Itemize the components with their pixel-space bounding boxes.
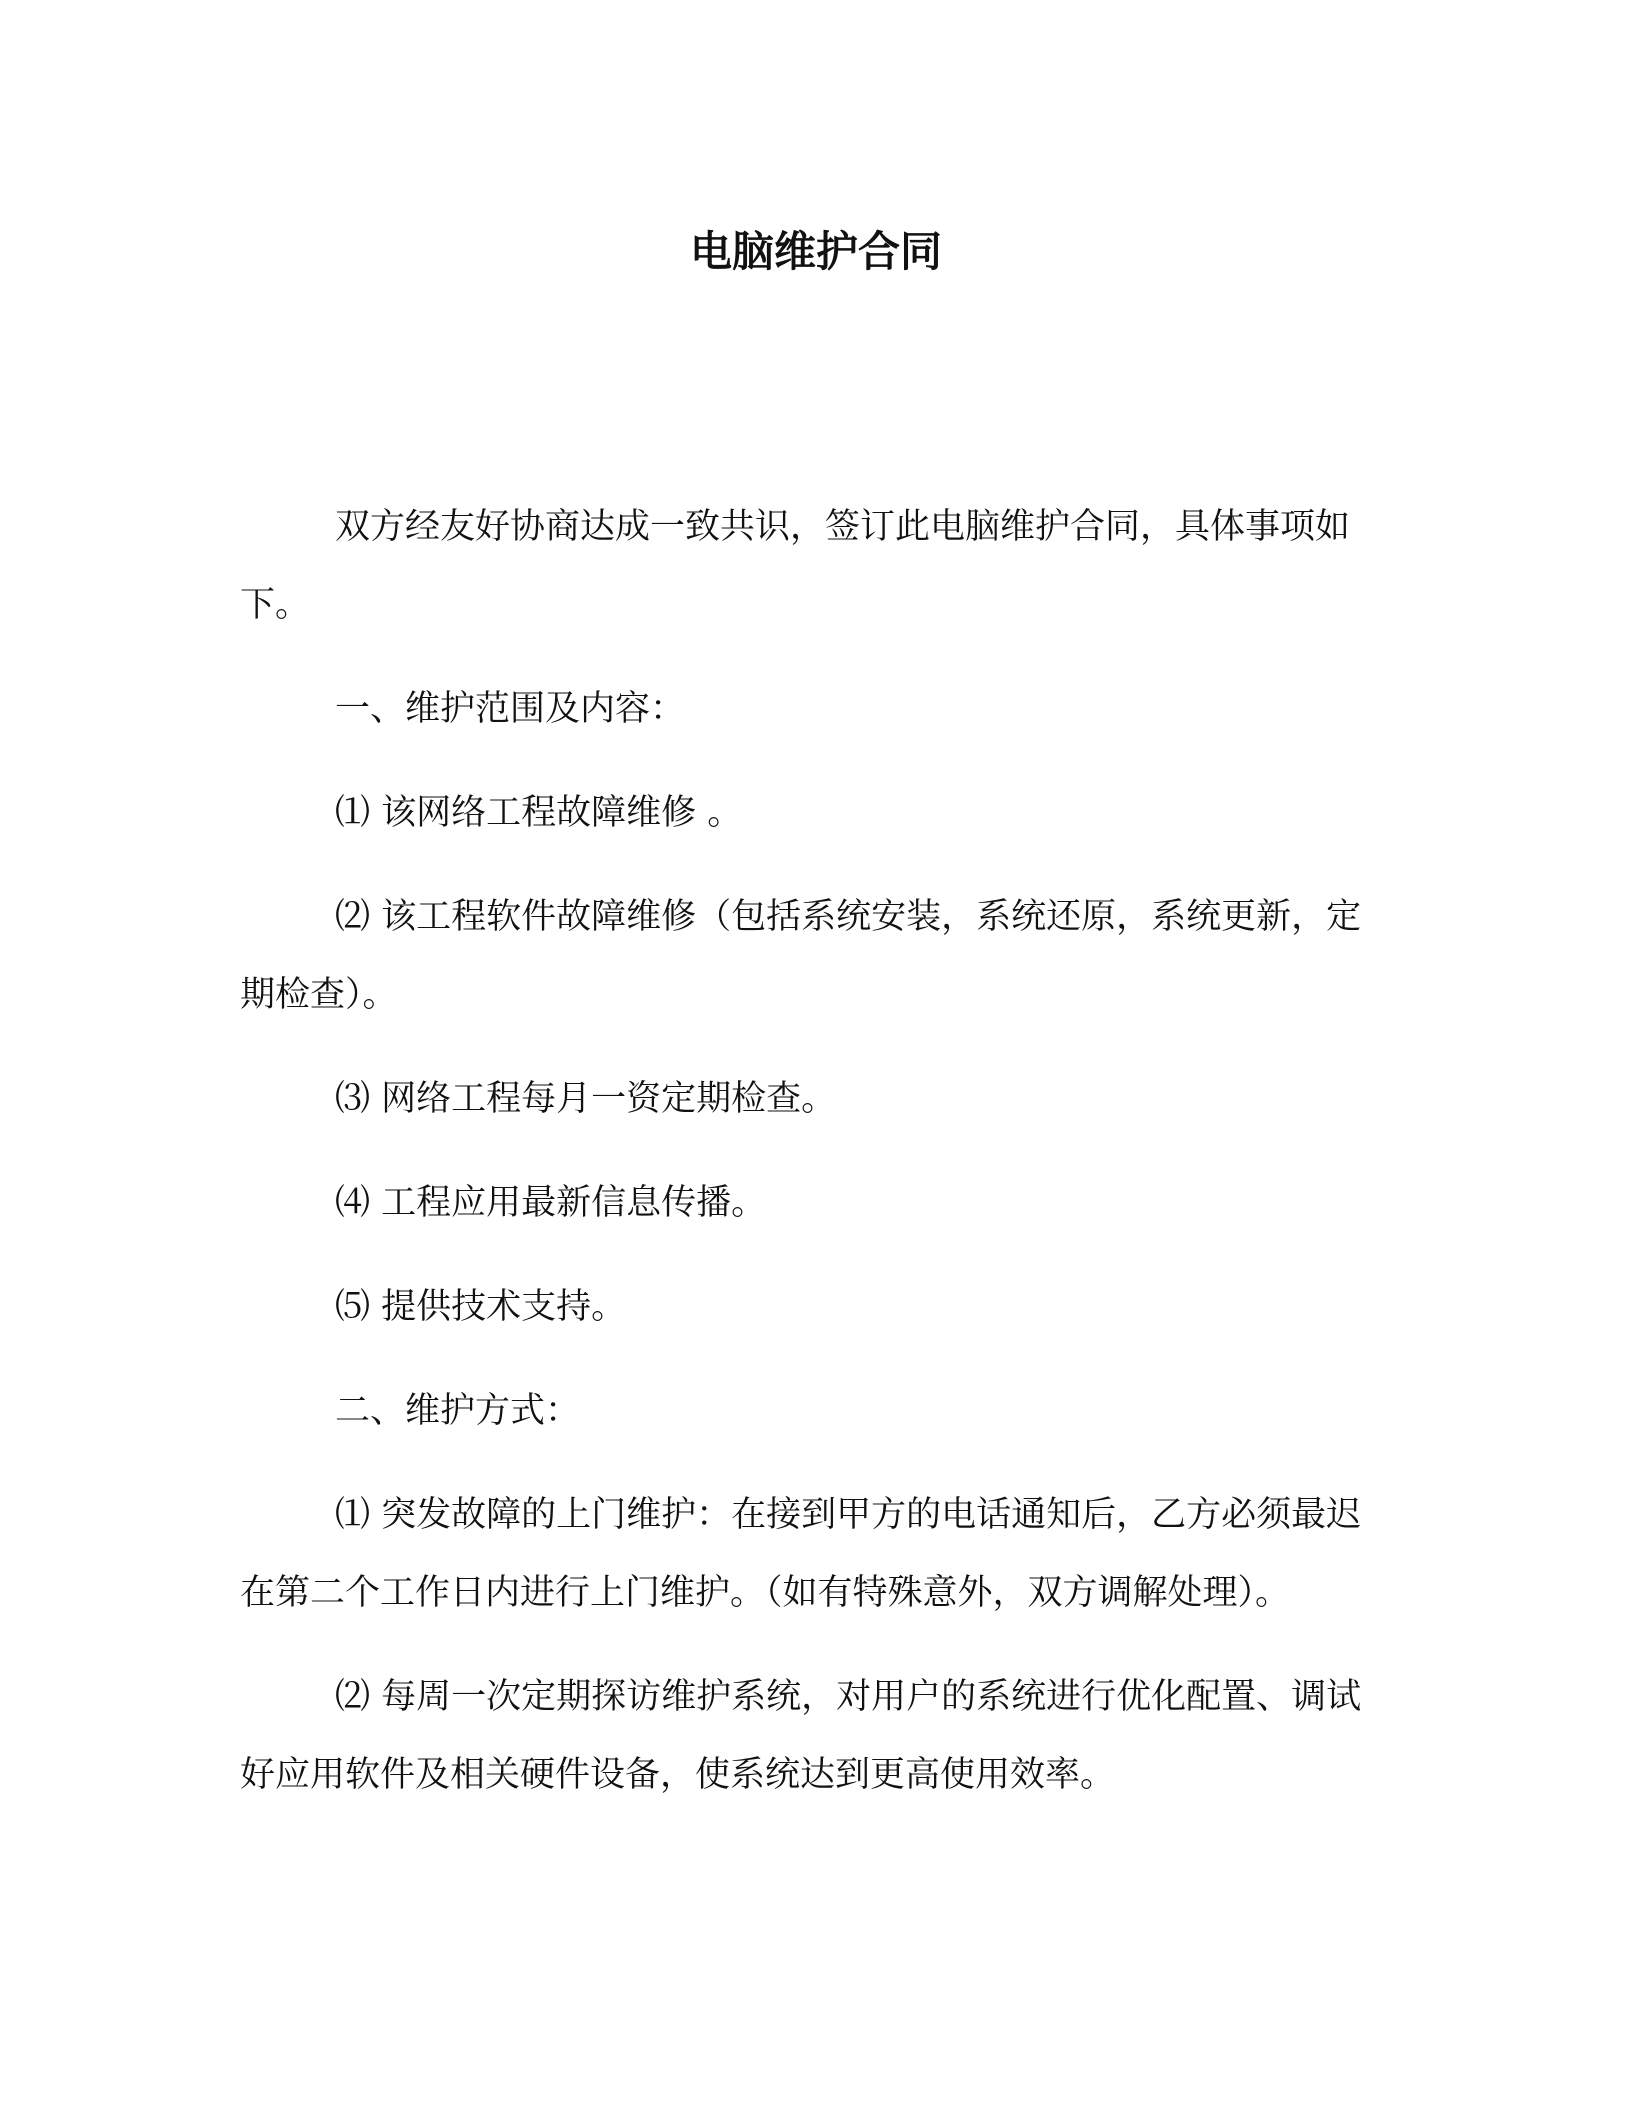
document-title: 电脑维护合同: [689, 227, 942, 276]
scope-item-1: ⑴ 该网络工程故障维修 。: [335, 793, 743, 833]
scope-item-4: ⑷ 工程应用最新信息传播。: [335, 1183, 767, 1223]
section-heading-method: 二、维护方式：: [335, 1391, 581, 1431]
document-body: [240, 488, 1392, 1840]
method-item-2: ⑵ 每周一次定期探访维护系统，对用户的系统进行优化配置、调试好应用软件及相关硬件设备，使系统达到更高使用效率。: [240, 1677, 1362, 1795]
section-heading-scope: 一、维护范围及内容：: [335, 689, 686, 729]
method-item-1: ⑴ 突发故障的上门维护：在接到甲方的电话通知后，乙方必须最迟在第二个工作日内进行上门维护。（如有特殊意外，双方调解处理）。: [240, 1495, 1362, 1613]
scope-item-2: ⑵ 该工程软件故障维修（包括系统安装，系统还原，系统更新，定期检查）。: [240, 897, 1362, 1015]
scope-item-3: ⑶ 网络工程每月一资定期检查。: [335, 1079, 837, 1119]
intro-paragraph: 双方经友好协商达成一致共识，签订此电脑维护合同，具体事项如下。: [240, 507, 1351, 625]
scope-item-5: ⑸ 提供技术支持。: [335, 1287, 627, 1327]
